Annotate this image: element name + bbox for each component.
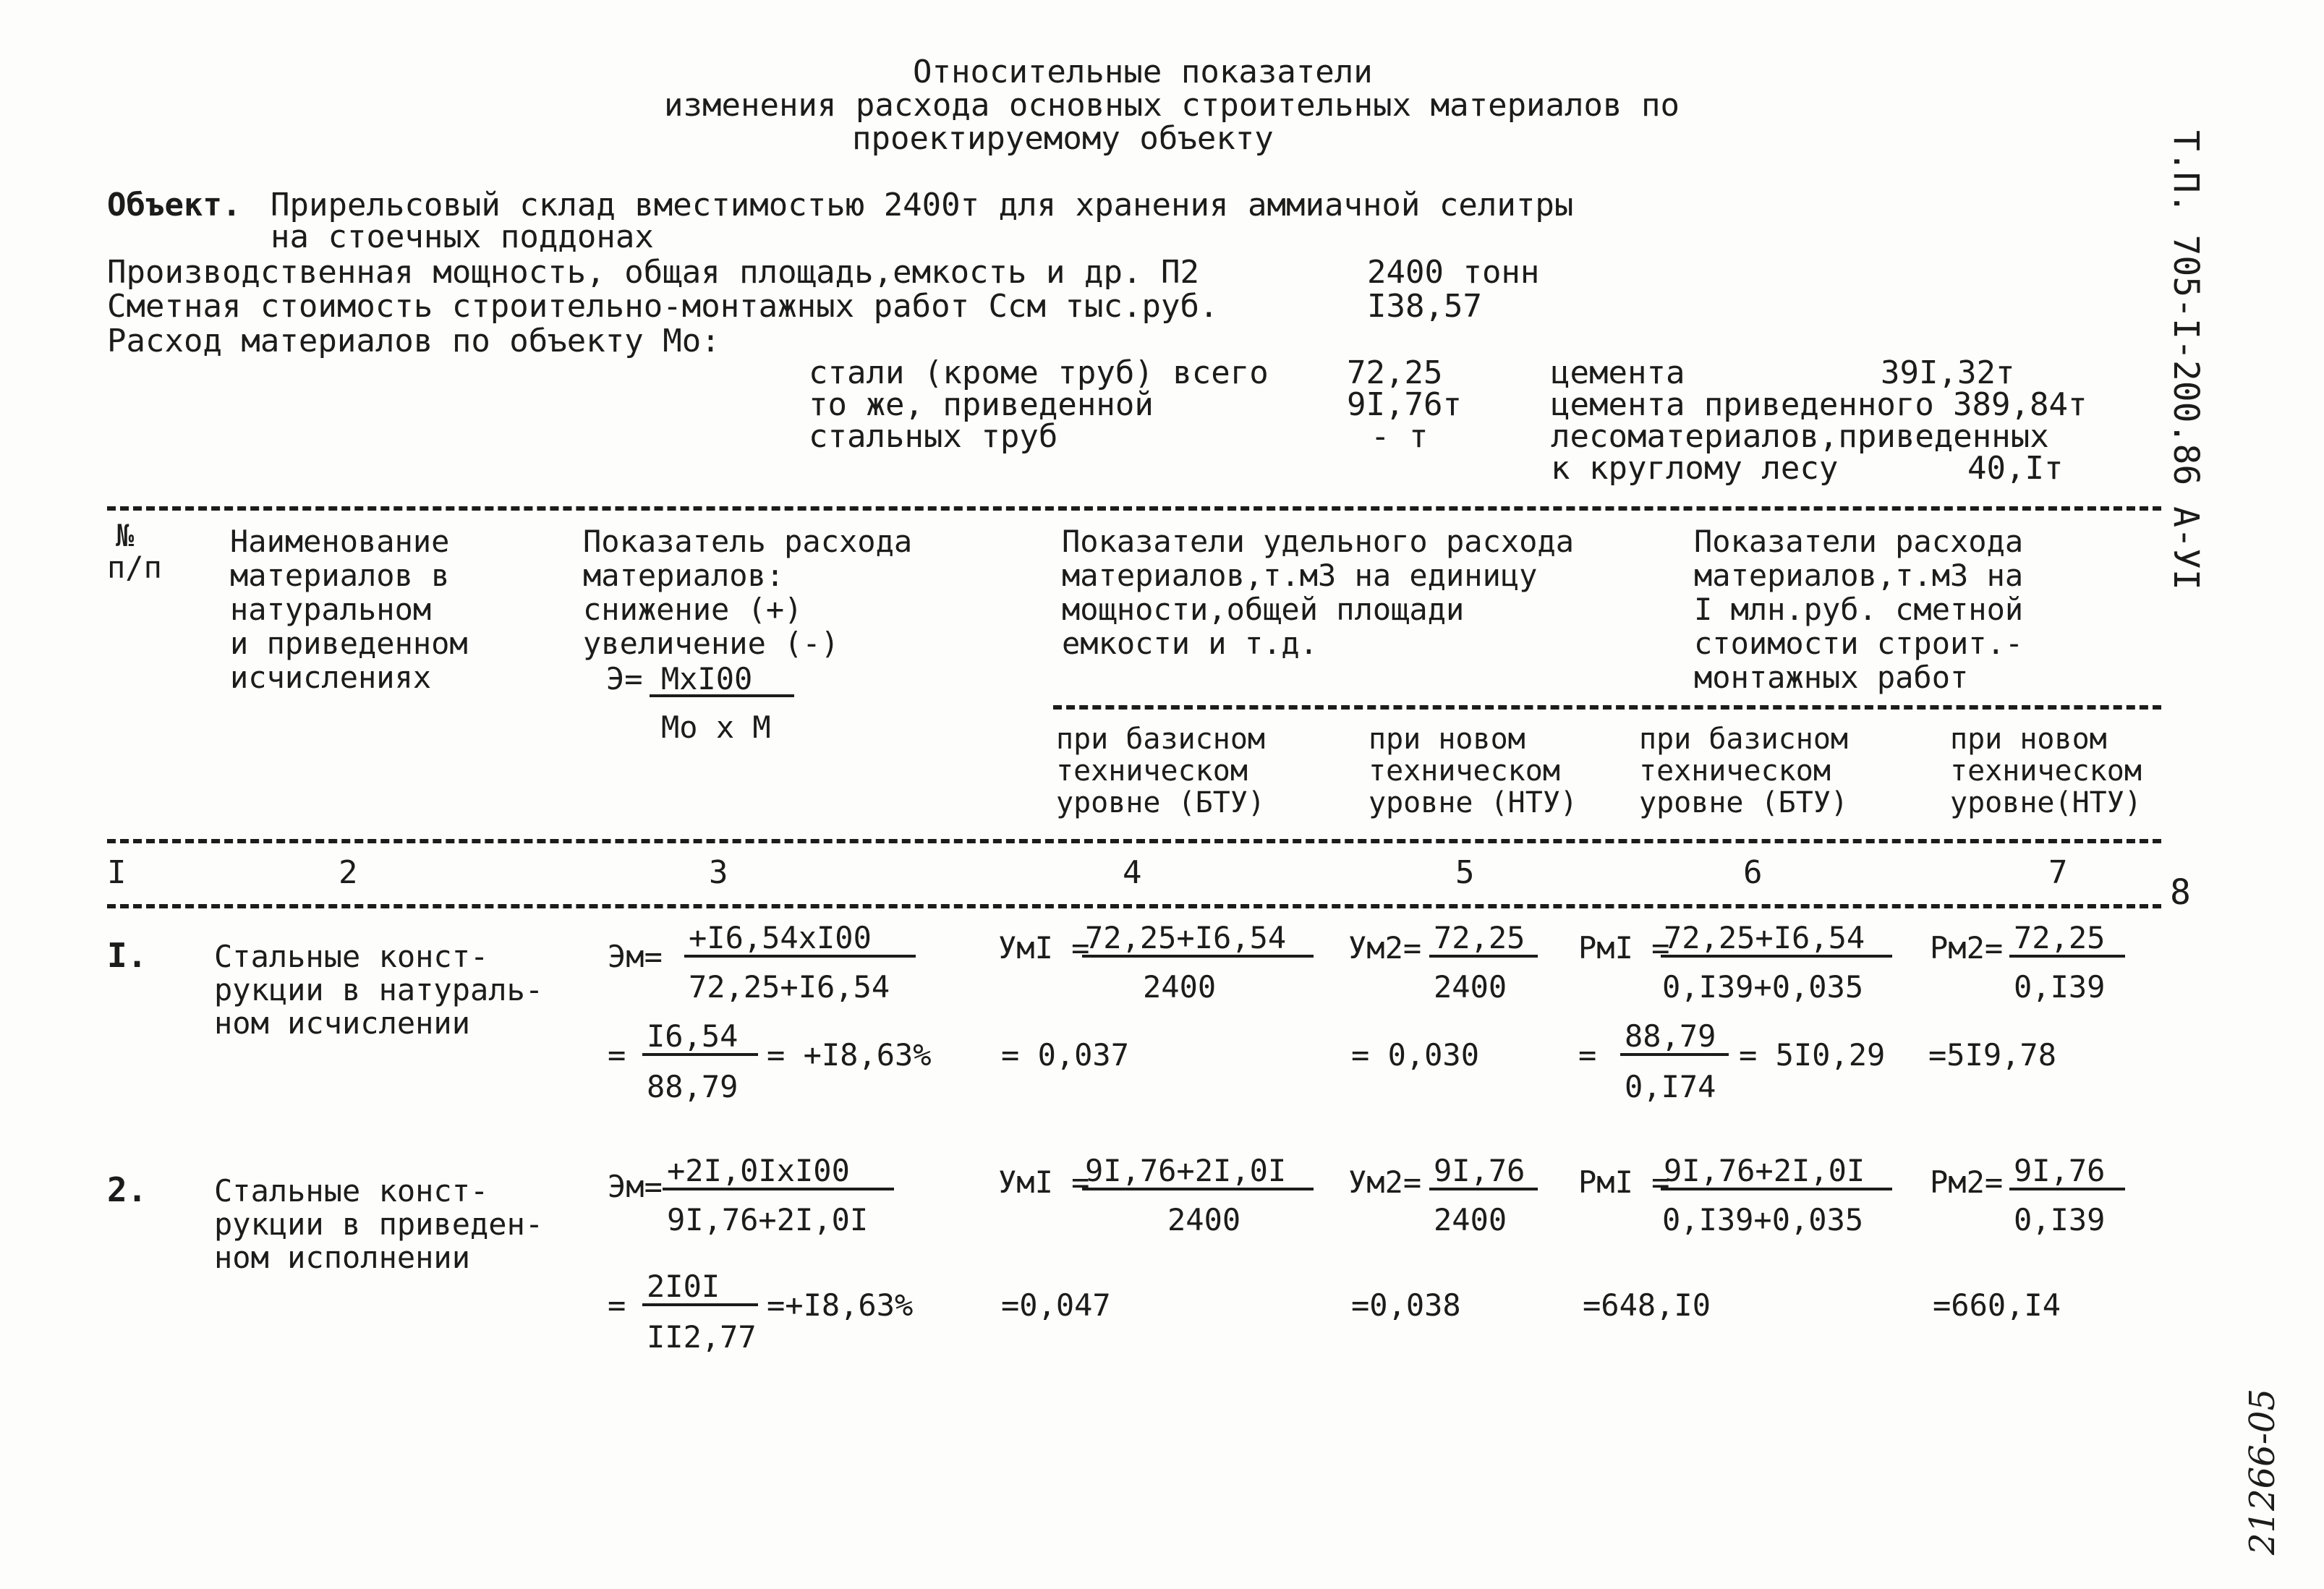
cement-reduced-label: цемента приведенного (1551, 386, 1934, 423)
col6-header-line: I млн.руб. сметной (1694, 592, 2024, 627)
row1-u1-denominator: 2400 (1143, 969, 1217, 1005)
row2-u1-result: =0,047 (1001, 1287, 1111, 1323)
col6-header-line: Показатели расхода (1694, 524, 2024, 559)
row1-p2-result: =5I9,78 (1928, 1037, 2057, 1073)
fraction-bar (1082, 1188, 1314, 1190)
sub-ntu-2-line: техническом (1950, 754, 2142, 788)
page-number: 8 (2170, 872, 2191, 913)
row1-u1-prefix: УмI = (998, 930, 1090, 966)
pipes-label: стальных труб (809, 418, 1058, 455)
timber-label-1: лесоматериалов,приведенных (1551, 418, 2049, 455)
col3-header-line: снижение (+) (583, 592, 803, 627)
row2-u2-result: =0,038 (1351, 1287, 1461, 1323)
col-number-1: I (107, 854, 127, 891)
sub-btu-2-line: техническом (1639, 754, 1831, 788)
row1-e-denominator: 72,25+I6,54 (689, 969, 890, 1005)
row1-p1-numerator: 72,25+I6,54 (1664, 920, 1865, 955)
col-number-6: 6 (1743, 854, 1763, 891)
row1-p1-result: = 5I0,29 (1739, 1037, 1886, 1073)
row1-p1b-prefix: = (1578, 1037, 1597, 1073)
col3-header-line: материалов: (583, 558, 785, 593)
rule-numbers-bottom (107, 904, 2161, 908)
row1-number: I. (107, 936, 148, 975)
row1-u2-result: = 0,030 (1351, 1037, 1480, 1073)
row1-p1b-numerator: 88,79 (1625, 1018, 1716, 1054)
sub-ntu-2-line: при новом (1950, 723, 2107, 756)
row2-e2-numerator: 2I0I (647, 1269, 720, 1304)
row1-e2-numerator: I6,54 (647, 1018, 739, 1054)
col3-formula-numerator: Э= МхI00 (606, 661, 753, 696)
fraction-bar (1620, 1053, 1729, 1056)
col-number-2: 2 (339, 854, 358, 891)
consumption-label: Расход материалов по объекту Мо: (107, 323, 720, 359)
handwritten-number: 21266-05 (2242, 1389, 2283, 1555)
sub-btu-1-line: при базисном (1056, 723, 1265, 756)
fraction-bar (663, 1188, 894, 1190)
col-number-4: 4 (1123, 854, 1142, 891)
sub-ntu-1-line: при новом (1369, 723, 1525, 756)
cost-value: I38,57 (1367, 288, 1482, 325)
object-name-line1: Прирельсовый склад вместимостью 2400т для хранения аммиачной селитры (271, 187, 1574, 223)
row2-u2-prefix: Ум2= (1348, 1164, 1422, 1200)
row2-e2-result: =+I8,63% (767, 1287, 914, 1323)
col6-header-line: стоимости строит.- (1694, 626, 2024, 661)
row2-p1-denominator: 0,I39+0,035 (1662, 1202, 1864, 1237)
row2-u2-denominator: 2400 (1434, 1202, 1507, 1237)
row2-name (214, 1175, 543, 1274)
row1-p2-prefix: Рм2= (1930, 930, 2004, 966)
col1-header-line2: п/п (107, 550, 162, 585)
fraction-bar (684, 955, 916, 958)
row1-name-line: Стальные конст- (214, 939, 489, 974)
sub-ntu-1 (1369, 723, 1578, 819)
row1-p1b-denominator: 0,I74 (1625, 1069, 1716, 1104)
col4-header (1062, 524, 1574, 660)
pipes-value: - т (1371, 418, 1429, 455)
col3-header-line: увеличение (-) (583, 626, 840, 661)
row1-e2-result: = +I8,63% (767, 1037, 932, 1073)
col-number-7: 7 (2048, 854, 2068, 891)
row1-p2-numerator: 72,25 (2014, 920, 2106, 955)
capacity-value: 2400 тонн (1367, 254, 1540, 291)
fraction-bar (1429, 955, 1538, 958)
row2-p1-prefix: РмI = (1578, 1164, 1670, 1200)
col-number-3: 3 (709, 854, 728, 891)
row2-p1-result: =648,I0 (1583, 1287, 1711, 1323)
row2-name-line: рукции в приведен- (214, 1206, 544, 1242)
row2-p2-denominator: 0,I39 (2014, 1202, 2106, 1237)
row2-u1-prefix: УмI = (998, 1164, 1090, 1200)
col3-formula-bar (650, 694, 794, 697)
col4-header-line: мощности,общей площади (1062, 592, 1465, 627)
fraction-bar (2009, 1188, 2125, 1190)
row1-p1-denominator: 0,I39+0,035 (1662, 969, 1864, 1005)
col6-header (1694, 524, 2023, 694)
doc-title-line3: проектируемому объекту (852, 120, 1274, 157)
row2-u1-numerator: 9I,76+2I,0I (1085, 1153, 1287, 1188)
row2-p2-prefix: Рм2= (1930, 1164, 2004, 1200)
col2-header-line: и приведенном (230, 626, 468, 661)
row2-e-numerator: +2I,0IхI00 (667, 1153, 850, 1188)
sub-btu-1-line: техническом (1056, 754, 1248, 788)
row1-name (214, 940, 543, 1040)
sub-btu-1 (1056, 723, 1265, 819)
col4-header-line: Показатели удельного расхода (1062, 524, 1575, 559)
row1-u1-numerator: 72,25+I6,54 (1085, 920, 1287, 955)
col3-formula-denominator: Мо х М (661, 710, 771, 745)
rule-sub (1053, 705, 2161, 710)
row1-u1-result: = 0,037 (1001, 1037, 1130, 1073)
row2-e-prefix: Эм= (608, 1169, 663, 1204)
col2-header (230, 524, 468, 694)
steel-value: 72,25 (1347, 354, 1443, 391)
object-name-line2: на стоечных поддонах (271, 218, 654, 255)
row2-name-line: ном исполнении (214, 1240, 471, 1275)
fraction-bar (1429, 1188, 1538, 1190)
col4-header-line: емкости и т.д. (1062, 626, 1319, 661)
cement-value: 39I,32т (1881, 354, 2015, 391)
row1-e2-denominator: 88,79 (647, 1069, 739, 1104)
col2-header-line: натуральном (230, 592, 432, 627)
row2-name-line: Стальные конст- (214, 1173, 489, 1209)
col2-header-line: Наименование (230, 524, 450, 559)
timber-value: 40,Iт (1967, 450, 2064, 487)
fraction-bar (1082, 955, 1314, 958)
fraction-bar (1661, 1188, 1892, 1190)
row1-name-line: рукции в натураль- (214, 972, 544, 1007)
row2-u1-denominator: 2400 (1167, 1202, 1241, 1237)
row1-name-line: ном исчислении (214, 1005, 471, 1041)
row1-e-numerator: +I6,54хI00 (689, 920, 872, 955)
row2-e-denominator: 9I,76+2I,0I (667, 1202, 869, 1237)
object-label: Объект. (107, 187, 242, 223)
fraction-bar (2009, 955, 2125, 958)
sub-ntu-2-line: уровне(НТУ) (1950, 786, 2142, 819)
side-project-code: Т.П. 705-I-200.86 А-УI (2166, 130, 2206, 590)
row2-u2-numerator: 9I,76 (1434, 1153, 1525, 1188)
col2-header-line: исчислениях (230, 660, 432, 695)
col-number-5: 5 (1455, 854, 1475, 891)
fraction-bar (642, 1303, 758, 1306)
row2-number: 2. (107, 1170, 148, 1209)
sub-ntu-1-line: уровне (НТУ) (1369, 786, 1578, 819)
cost-label: Сметная стоимость строительно-монтажных работ Сcм тыс.руб. (107, 288, 1219, 325)
sub-ntu-2 (1950, 723, 2142, 819)
steel-label: стали (кроме труб) всего (809, 354, 1269, 391)
row2-p2-numerator: 9I,76 (2014, 1153, 2106, 1188)
sub-ntu-1-line: техническом (1369, 754, 1560, 788)
sub-btu-2-line: уровне (БТУ) (1639, 786, 1848, 819)
col2-header-line: материалов в (230, 558, 450, 593)
doc-title-line2: изменения расхода основных строительных материалов по (664, 87, 1680, 124)
row2-e2-prefix: = (608, 1287, 626, 1323)
col1-header-line1: № (116, 518, 135, 553)
fraction-bar (1661, 955, 1892, 958)
col6-header-line: материалов,т.м3 на (1694, 558, 2024, 593)
cement-reduced-value: 389,84т (1953, 386, 2087, 423)
rule-numbers-top (107, 839, 2161, 843)
timber-label-2: к круглому лесу (1551, 450, 1839, 487)
doc-title-line1: Относительные показатели (913, 54, 1373, 90)
capacity-label: Производственная мощность, общая площадь,емкость и др. П2 (107, 254, 1199, 291)
col3-header-line: Показатель расхода (583, 524, 913, 559)
rule-top (107, 506, 2161, 511)
sub-btu-2-line: при базисном (1639, 723, 1848, 756)
sub-btu-2 (1639, 723, 1848, 819)
row1-p2-denominator: 0,I39 (2014, 969, 2106, 1005)
row1-u2-numerator: 72,25 (1434, 920, 1525, 955)
row1-e-prefix: Эм= (608, 939, 663, 974)
row1-u2-prefix: Ум2= (1348, 930, 1422, 966)
row1-p1-prefix: РмI = (1578, 930, 1670, 966)
fraction-bar (642, 1053, 758, 1056)
col3-header (583, 524, 912, 660)
row2-p2-result: =660,I4 (1933, 1287, 2061, 1323)
cement-label: цемента (1551, 354, 1685, 391)
steel-reduced-label: то же, приведенной (809, 386, 1154, 423)
col6-header-line: монтажных работ (1694, 660, 1969, 695)
col4-header-line: материалов,т.м3 на единицу (1062, 558, 1538, 593)
sub-btu-1-line: уровне (БТУ) (1056, 786, 1265, 819)
row1-e2-prefix: = (608, 1037, 626, 1073)
row2-e2-denominator: II2,77 (647, 1319, 757, 1355)
steel-reduced-value: 9I,76т (1347, 386, 1462, 423)
row2-p1-numerator: 9I,76+2I,0I (1664, 1153, 1865, 1188)
row1-u2-denominator: 2400 (1434, 969, 1507, 1005)
